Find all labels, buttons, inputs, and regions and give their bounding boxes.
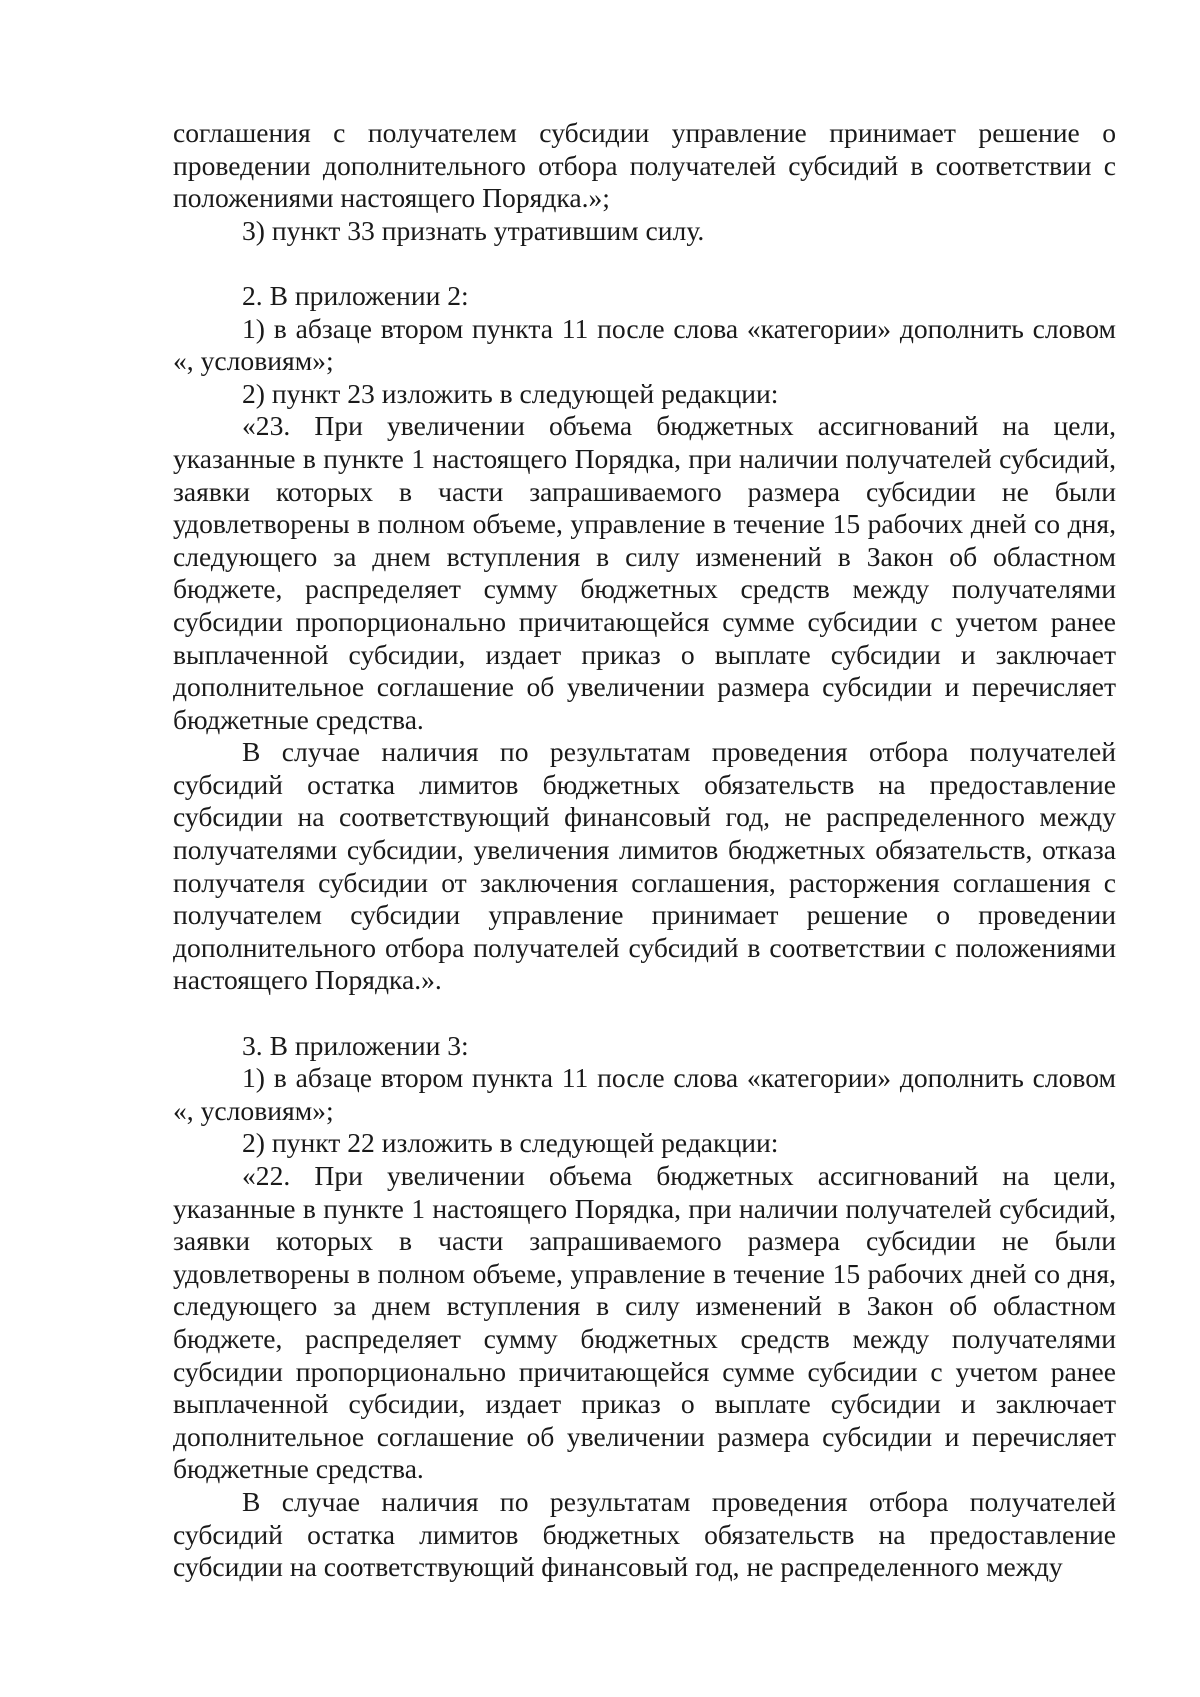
- paragraph-item-3-clause-33: 3) пункт 33 признать утратившим силу.: [242, 214, 705, 246]
- document-body: [173, 117, 1116, 1584]
- section-heading-appendix-2: 2. В приложении 2:: [242, 279, 469, 311]
- paragraph-clause-22-part-2: В случае наличия по результатам проведения отбора получателей субсидий остатка лимитов бюджетных обязательств на предоставление субсидии на соответствующий финансовый год, не распределенного между: [173, 1485, 1116, 1583]
- paragraph-appendix-3-item-2: 2) пункт 22 изложить в следующей редакции:: [242, 1127, 779, 1159]
- paragraph-clause-23: «23. При увеличении объема бюджетных ассигнований на цели, указанные в пункте 1 настоящего Порядка, при наличии получателей субсидий, заявки которых в части запрашиваемого размера субсидии не были удовлетворены в полном объеме, управление в течение 15 рабочих дней со дня, следующего за днем вступления в силу изменений в Закон об областном бюджете, распределяет сумму бюджетных средств между получателями субсидии пропорционально причитающейся сумме субсидии с учетом ранее выплаченной субсидии, издает приказ о выплате субсидии и заключает дополнительное соглашение об увеличении размера субсидии и перечисляет бюджетные средства.: [173, 410, 1116, 735]
- paragraph-appendix-2-item-2: 2) пункт 23 изложить в следующей редакции:: [242, 377, 779, 409]
- paragraph-appendix-3-item-1: 1) в абзаце втором пункта 11 после слова «категории» дополнить словом «, условиям»;: [173, 1062, 1116, 1126]
- paragraph-clause-22: «22. При увеличении объема бюджетных ассигнований на цели, указанные в пункте 1 настоящего Порядка, при наличии получателей субсидий, заявки которых в части запрашиваемого размера субсидии не были удовлетворены в полном объеме, управление в течение 15 рабочих дней со дня, следующего за днем вступления в силу изменений в Закон об областном бюджете, распределяет сумму бюджетных средств между получателями субсидии пропорционально причитающейся сумме субсидии с учетом ранее выплаченной субсидии, издает приказ о выплате субсидии и заключает дополнительное соглашение об увеличении размера субсидии и перечисляет бюджетные средства.: [173, 1160, 1116, 1485]
- section-heading-appendix-3: 3. В приложении 3:: [242, 1029, 469, 1061]
- paragraph-appendix-2-item-1: 1) в абзаце втором пункта 11 после слова «категории» дополнить словом «, условиям»;: [173, 312, 1116, 377]
- paragraph-continuation: соглашения с получателем субсидии управление принимает решение о проведении дополнительного отбора получателей субсидий в соответствии с положениями настоящего Порядка.»;: [173, 117, 1116, 214]
- paragraph-clause-23-part-2: В случае наличия по результатам проведения отбора получателей субсидий остатка лимитов бюджетных обязательств на предоставление субсидии на соответствующий финансовый год, не распределенного между получателями субсидии, увеличения лимитов бюджетных обязательств, отказа получателя субсидии от заключения соглашения, расторжения соглашения с получателем субсидии управление принимает решение о проведении дополнительного отбора получателей субсидий в соответствии с положениями настоящего Порядка.».: [173, 736, 1116, 996]
